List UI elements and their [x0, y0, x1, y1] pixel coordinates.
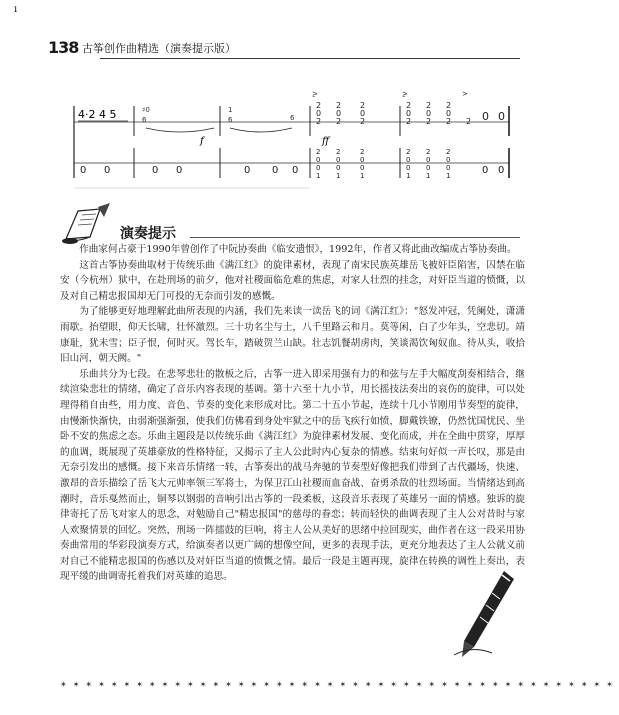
svg-text:2: 2: [406, 148, 411, 156]
svg-text:6: 6: [228, 116, 233, 124]
section-title: 演奏提示: [120, 226, 176, 242]
svg-text:2: 2: [360, 117, 366, 126]
svg-text:2: 2: [336, 101, 342, 110]
svg-text:0: 0: [406, 156, 411, 164]
tie: [230, 128, 292, 132]
score-svg: [60, 78, 520, 198]
svg-text:>: >: [312, 90, 318, 98]
svg-text:0: 0: [406, 109, 412, 118]
svg-text:0: 0: [316, 156, 321, 164]
music-score: [60, 78, 520, 198]
svg-text:1: 1: [360, 172, 365, 180]
svg-text:0: 0: [292, 165, 299, 176]
svg-text:0: 0: [426, 109, 432, 118]
svg-text:0: 0: [272, 165, 279, 176]
page-number: 138: [48, 38, 79, 57]
svg-text:0: 0: [360, 164, 365, 172]
svg-text:1: 1: [228, 106, 233, 114]
svg-text:0: 0: [406, 164, 411, 172]
svg-text:0: 0: [446, 164, 451, 172]
svg-text:0: 0: [482, 110, 489, 123]
svg-text:2: 2: [446, 117, 452, 126]
svg-text:0: 0: [336, 109, 342, 118]
svg-text:1: 1: [336, 172, 341, 180]
svg-text:0: 0: [360, 156, 365, 164]
running-title: 古筝创作曲精选（演奏提示版）: [82, 42, 236, 55]
svg-text:>: >: [462, 90, 468, 98]
svg-text:0: 0: [152, 165, 159, 176]
svg-text:˜: ˜: [312, 96, 316, 104]
svg-text:0: 0: [244, 165, 251, 176]
svg-text:0: 0: [426, 164, 431, 172]
svg-text:0: 0: [336, 156, 341, 164]
svg-text:2: 2: [360, 148, 365, 156]
svg-text:0: 0: [498, 110, 505, 123]
footer-decoration: ✶✶✶✶✶✶✶✶✶✶✶✶✶✶✶✶✶✶✶✶✶✶✶✶✶✶✶✶✶✶✶✶✶✶✶✶✶✶✶✶✶✶✶✶: [60, 680, 619, 689]
svg-text:0: 0: [446, 109, 452, 118]
svg-text:2: 2: [466, 117, 472, 126]
svg-text:0: 0: [336, 164, 341, 172]
svg-text:0: 0: [426, 156, 431, 164]
tie: [146, 128, 214, 132]
svg-text:6: 6: [290, 114, 295, 122]
svg-text:2: 2: [316, 117, 322, 126]
svg-text:0: 0: [80, 165, 87, 176]
svg-text:0: 0: [498, 165, 505, 176]
dynamic-f: f: [200, 136, 204, 147]
header-rule: [100, 58, 520, 59]
svg-text:2: 2: [426, 101, 432, 110]
svg-text:0: 0: [360, 109, 366, 118]
body-text: [60, 242, 525, 585]
score-row2: [80, 165, 504, 176]
svg-text:1: 1: [316, 172, 321, 180]
page-corner-mark: ı: [14, 4, 18, 15]
svg-text:2: 2: [316, 148, 321, 156]
svg-text:0: 0: [316, 109, 322, 118]
svg-text:2: 2: [360, 101, 366, 110]
svg-text:˜: ˜: [402, 96, 406, 104]
svg-text:2: 2: [336, 148, 341, 156]
svg-text:2: 2: [316, 101, 322, 110]
svg-text:0: 0: [316, 164, 321, 172]
section-header: [60, 205, 520, 245]
svg-text:2: 2: [336, 117, 342, 126]
svg-text:>: >: [402, 90, 408, 98]
scroll-quill-icon: [60, 205, 112, 245]
svg-text:2: 2: [406, 117, 412, 126]
svg-text:2: 2: [446, 101, 452, 110]
paragraph: 作曲家何占豪于1990年曾创作了中阮协奏曲《临安遗恨》，1992年，作者又将此曲改编成古筝协奏曲。: [79, 244, 517, 255]
svg-text:1: 1: [406, 172, 411, 180]
paragraph: 这首古筝协奏曲取材于传统乐曲《满江红》的旋律素材，表现了南宋民族英雄岳飞被奸臣陷害，囚禁在临安（今杭州）狱中，在赴刑场的前夕，他对社稷面临危难的焦虑，对家人壮烈的挂念，对奸臣当道的愤慨，以及对自己精忠报国却无门可投的无奈而引发的感慨。: [60, 259, 525, 302]
svg-text:0: 0: [446, 156, 451, 164]
svg-text:0: 0: [482, 165, 489, 176]
dynamic-ff: ff: [322, 136, 330, 147]
svg-text:1: 1: [426, 172, 431, 180]
page-header: [20, 38, 520, 58]
svg-text:2: 2: [426, 117, 432, 126]
svg-text:2: 2: [426, 148, 431, 156]
svg-text:1: 1: [446, 172, 451, 180]
svg-text:2: 2: [446, 148, 451, 156]
paragraph: 为了能够更好地理解此曲所表现的内涵，我们先来读一读岳飞的词《满江红》："怒发冲冠，凭阑处，潇潇雨歇。抬望眼，仰天长啸，壮怀激烈。三十功名尘与土，八千里路云和月。莫等闲，白了少年头，空悲切。靖康耻，犹未雪；臣子恨，何时灭。驾长车，踏破贺兰山缺。壮志饥餐胡虏肉，笑谈渴饮匈奴血。待从头，收拾旧山河，朝天阙。": [60, 306, 525, 365]
section-rule: [190, 237, 520, 238]
paragraph: 乐曲共分为七段。在悲琴悲壮的散板之后，古筝一进入即采用强有力的和弦与左手大幅度刮奏相结合，继续渲染悲壮的情绪，确定了音乐内容表现的基调。第十六至十九小节，用长摇技法奏出的哀伤的旋律，可以处理得稍自由些，用力度、音色、节奏的变化来形成对比。第二十五小节起，连续十几小节刚用节奏型的旋律，由慢渐快渐快，由弱渐强渐强，使我们仿佛看到身处牢狱之中的岳飞疾行如愤，脚戴铁镣，仍然忧国忧民、坐卧不安的焦虑之态。乐曲主题段是以传统乐曲《满江红》为旋律素材发展、变化而成，并在全曲中贯穿，厚厚的血调，既展现了英雄豪放的性格特征，又揭示了主人公此时内心复杂的情感。结束句好似一声长叹，那是由无奈引发出的感慨。接下来音乐情绪一转，古筝奏出的战马奔驰的节奏型好像把我们带到了古代疆场，快速、激昂的音乐描绘了岳飞大元帅率领三军将士，为保卫江山社稷而血奋战、奋勇杀敌的壮烈场面。当情绪达到高潮时，音乐戛然而止，铜琴以钢弱的音响引出古筝的一段柔板，这段音乐表现了英雄另一面的情感。独诉的旋律寄托了岳飞对家人的思念，对勉励自己"精忠报国"的慈母的眷恋；转而轻快的曲调表现了主人公对昔时与家人欢聚情景的回忆。突然，刑场一阵擂鼓的巨响，将主人公从美好的思绪中拉回现实，曲作者在这一段采用协奏曲常用的华彩段演奏方式，给演奏者以更广阔的想像空间，更多的表现手法，更充分地表达了主人公就义前对自己不能精忠报国的伤感以及对奸臣当道的愤慨之情。最后一段是主题再现，旋律在转换的调性上奏出，表现平缓的曲调寄托着我们对英雄的追思。: [60, 368, 525, 583]
svg-text:6: 6: [142, 116, 147, 124]
pen-decoration-icon: [452, 565, 522, 660]
svg-text:0: 0: [104, 165, 111, 176]
svg-text:♯0: ♯0: [142, 106, 150, 114]
svg-text:2: 2: [406, 101, 412, 110]
score-row1-left: 4·2 4 5: [78, 108, 117, 121]
svg-text:0: 0: [176, 165, 183, 176]
